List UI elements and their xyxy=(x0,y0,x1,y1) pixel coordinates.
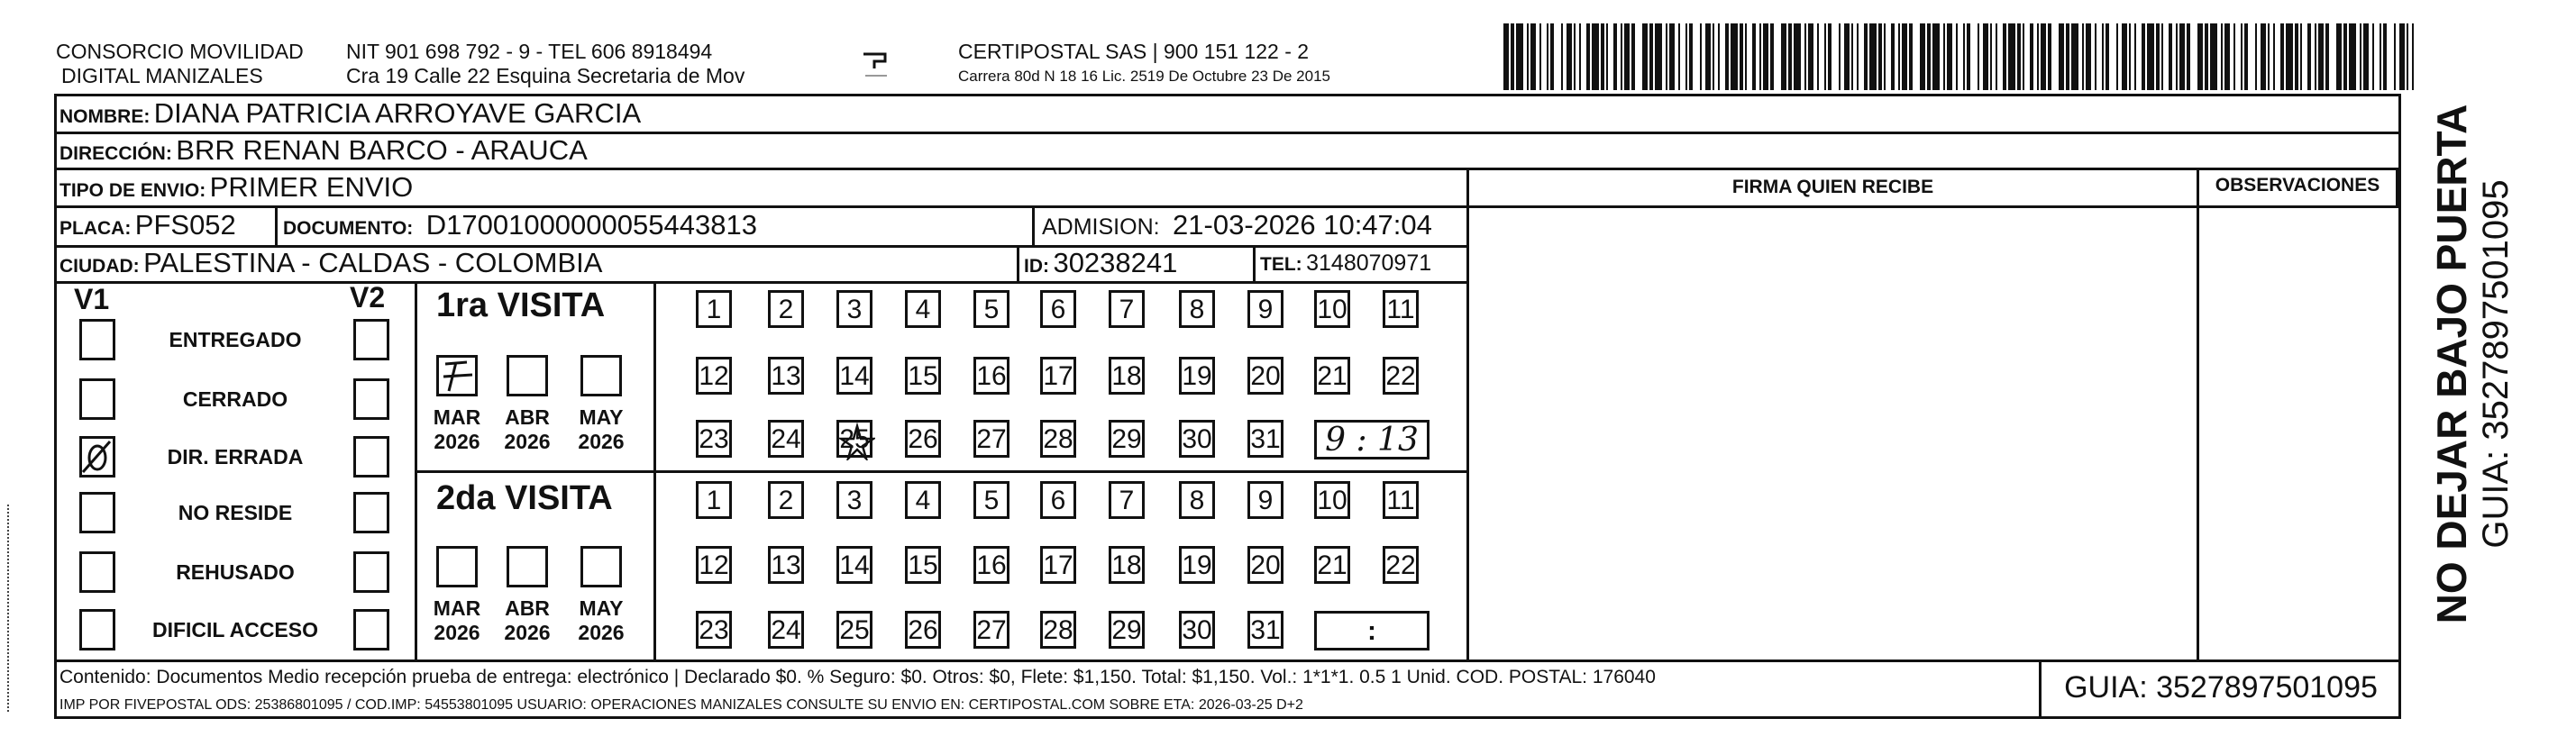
day-number: 16 xyxy=(976,550,1007,580)
day-box[interactable] xyxy=(1040,420,1076,458)
day-number: 25 xyxy=(839,615,870,645)
day-box[interactable] xyxy=(768,290,804,328)
month-checkbox[interactable] xyxy=(580,546,622,587)
document-value: D17001000000055443813 xyxy=(425,209,757,241)
day-number: 8 xyxy=(1189,295,1205,324)
day-number: 29 xyxy=(1111,615,1142,645)
status-option-label: ENTREGADO xyxy=(169,328,302,351)
side-text xyxy=(2407,94,2569,634)
day-box[interactable] xyxy=(1109,290,1145,328)
day-number: 7 xyxy=(1119,486,1135,515)
day-box[interactable] xyxy=(1179,611,1215,649)
month-checkbox[interactable] xyxy=(507,355,548,396)
status-option-label: DIFICIL ACCESO xyxy=(151,618,318,641)
v2-checkbox[interactable] xyxy=(353,436,389,478)
print-line: IMP POR FIVEPOSTAL ODS: 25386801095 / COD.IMP: 54553801095 USUARIO: OPERACIONES MANIZALES CONSULTE SU ENVIO EN: CERTIPOSTAL.COM SOBRE ETA: 2026-03-25 D+2 xyxy=(59,697,1303,713)
day-number: 14 xyxy=(839,361,870,391)
day-box[interactable] xyxy=(905,611,941,649)
v2-checkbox[interactable] xyxy=(353,609,389,650)
company-name xyxy=(56,40,304,88)
check-mark-icon xyxy=(79,436,115,478)
day-box[interactable] xyxy=(1247,357,1283,395)
month-label xyxy=(570,405,633,454)
day-number: 31 xyxy=(1250,424,1281,454)
side-guide: GUIA: 3527897501095 xyxy=(2476,179,2516,549)
day-number: 26 xyxy=(908,615,938,645)
day-box[interactable] xyxy=(696,611,732,649)
day-number: 24 xyxy=(771,424,801,454)
day-box[interactable] xyxy=(1314,357,1350,395)
address-row xyxy=(59,134,588,167)
month-label xyxy=(496,405,559,454)
day-number: 12 xyxy=(699,361,729,391)
document-cell xyxy=(283,209,757,241)
day-box[interactable] xyxy=(696,420,732,458)
day-box[interactable] xyxy=(1179,357,1215,395)
day-box[interactable] xyxy=(1040,611,1076,649)
visit2-title: 2da VISITA xyxy=(436,479,613,517)
day-box[interactable] xyxy=(1109,420,1145,458)
day-number: 5 xyxy=(983,486,1000,515)
day-number: 9 xyxy=(1257,486,1274,515)
v2-checkbox[interactable] xyxy=(353,378,389,420)
day-box[interactable] xyxy=(1247,546,1283,584)
v1-checkbox[interactable] xyxy=(79,609,115,650)
city-cell xyxy=(59,247,602,279)
check-mark-icon xyxy=(436,355,478,396)
day-number: 5 xyxy=(983,295,1000,324)
month-name: MAY xyxy=(579,405,624,429)
day-box[interactable] xyxy=(973,290,1009,328)
visit1-time-box xyxy=(1314,420,1430,459)
city-value: PALESTINA - CALDAS - COLOMBIA xyxy=(143,247,603,278)
admission-value: 21-03-2026 10:47:04 xyxy=(1173,209,1432,241)
day-number: 23 xyxy=(699,424,729,454)
day-box[interactable] xyxy=(696,481,732,519)
day-box[interactable] xyxy=(973,481,1009,519)
status-option-label: NO RESIDE xyxy=(178,501,293,524)
day-box[interactable] xyxy=(1314,481,1350,519)
v1-checkbox[interactable] xyxy=(79,436,115,478)
month-label xyxy=(496,596,559,645)
month-label xyxy=(425,596,489,645)
month-label xyxy=(570,596,633,645)
barcode xyxy=(1503,23,2417,90)
send-type-row xyxy=(59,171,413,204)
company-info xyxy=(346,40,744,88)
day-box[interactable] xyxy=(973,420,1009,458)
send-type: PRIMER ENVIO xyxy=(209,171,414,203)
day-number: 1 xyxy=(706,295,722,324)
company-line-2: DIGITAL MANIZALES xyxy=(61,64,263,87)
day-box[interactable] xyxy=(1247,611,1283,649)
day-box[interactable] xyxy=(905,481,941,519)
day-box[interactable] xyxy=(1383,546,1419,584)
v2-checkbox[interactable] xyxy=(353,551,389,593)
day-number: 13 xyxy=(771,361,801,391)
day-box[interactable] xyxy=(836,357,872,395)
day-box[interactable] xyxy=(1040,357,1076,395)
day-number: 29 xyxy=(1111,424,1142,454)
status-option-label: DIR. ERRADA xyxy=(167,445,304,468)
day-box[interactable] xyxy=(905,290,941,328)
send-type-label: TIPO DE ENVIO: xyxy=(59,180,206,201)
day-box[interactable] xyxy=(836,481,872,519)
day-box[interactable] xyxy=(768,546,804,584)
day-box[interactable] xyxy=(1247,481,1283,519)
day-number: 11 xyxy=(1386,295,1415,324)
day-number: 14 xyxy=(839,550,870,580)
day-box[interactable] xyxy=(1109,611,1145,649)
month-checkbox[interactable] xyxy=(436,546,478,587)
tel-cell xyxy=(1260,250,1431,277)
tel-label: TEL: xyxy=(1260,254,1302,275)
day-number: 11 xyxy=(1386,486,1415,515)
day-box[interactable] xyxy=(696,290,732,328)
admission-label: ADMISION: xyxy=(1042,214,1160,240)
id-cell xyxy=(1024,247,1177,279)
month-year: 2026 xyxy=(578,621,625,644)
day-number: 21 xyxy=(1317,361,1347,391)
day-box[interactable] xyxy=(905,420,941,458)
day-box[interactable] xyxy=(973,546,1009,584)
day-number: 13 xyxy=(771,550,801,580)
day-box[interactable] xyxy=(1247,420,1283,458)
v1-checkbox[interactable] xyxy=(79,551,115,593)
nit-line: NIT 901 698 792 - 9 - TEL 606 8918494 xyxy=(346,40,713,63)
day-box[interactable] xyxy=(768,420,804,458)
day-number: 2 xyxy=(778,486,794,515)
day-box[interactable] xyxy=(973,611,1009,649)
status-option-label: REHUSADO xyxy=(176,560,295,584)
day-box[interactable] xyxy=(768,611,804,649)
day-number: 6 xyxy=(1050,486,1066,515)
star-mark-icon xyxy=(839,423,875,469)
name-row xyxy=(59,97,641,130)
day-number: 20 xyxy=(1250,361,1281,391)
visit2-time-box xyxy=(1314,611,1430,650)
v1-checkbox[interactable] xyxy=(79,492,115,533)
day-number: 16 xyxy=(976,361,1007,391)
visit1-time: 9 : 13 xyxy=(1325,422,1419,459)
day-number: 24 xyxy=(771,615,801,645)
month-checkbox[interactable] xyxy=(580,355,622,396)
day-box[interactable] xyxy=(1040,481,1076,519)
visit1-title: 1ra VISITA xyxy=(436,287,606,324)
day-box[interactable] xyxy=(1314,290,1350,328)
document-label: DOCUMENTO: xyxy=(283,218,414,239)
day-box[interactable] xyxy=(696,546,732,584)
day-number: 17 xyxy=(1043,550,1073,580)
id-label: ID: xyxy=(1024,256,1049,277)
day-number: 9 xyxy=(1257,295,1274,324)
recipient-address: BRR RENAN BARCO - ARAUCA xyxy=(176,134,588,166)
day-box[interactable] xyxy=(1040,546,1076,584)
day-number: 7 xyxy=(1119,295,1135,324)
day-box[interactable] xyxy=(905,357,941,395)
carrier-line-2: Carrera 80d N 18 16 Lic. 2519 De Octubre 23 De 2015 xyxy=(958,68,1330,85)
day-box[interactable] xyxy=(696,357,732,395)
day-number: 20 xyxy=(1250,550,1281,580)
day-number: 15 xyxy=(908,550,938,580)
day-number: 30 xyxy=(1182,615,1212,645)
carrier-line-1: CERTIPOSTAL SAS | 900 151 122 - 2 xyxy=(958,40,1310,63)
day-number: 22 xyxy=(1385,361,1416,391)
day-number: 10 xyxy=(1317,486,1347,515)
day-number: 23 xyxy=(699,615,729,645)
day-box[interactable] xyxy=(1109,357,1145,395)
plate-cell xyxy=(59,209,236,241)
day-box[interactable] xyxy=(1179,546,1215,584)
month-year: 2026 xyxy=(504,621,551,644)
day-number: 6 xyxy=(1050,295,1066,324)
footer-guide: GUIA: 3527897501095 xyxy=(2064,670,2378,705)
day-number: 3 xyxy=(846,486,863,515)
day-box[interactable] xyxy=(905,546,941,584)
day-number: 27 xyxy=(976,424,1007,454)
day-box[interactable] xyxy=(1383,357,1419,395)
month-checkbox[interactable] xyxy=(507,546,548,587)
day-number: 15 xyxy=(908,361,938,391)
month-year: 2026 xyxy=(434,430,480,453)
v1-label: V1 xyxy=(74,283,110,315)
v2-label: V2 xyxy=(350,281,386,314)
day-box[interactable] xyxy=(1179,290,1215,328)
day-box[interactable] xyxy=(836,420,872,458)
day-box[interactable] xyxy=(1383,290,1419,328)
address-label: DIRECCIÓN: xyxy=(59,143,172,164)
day-box[interactable] xyxy=(1040,290,1076,328)
v1-checkbox[interactable] xyxy=(79,378,115,420)
day-box[interactable] xyxy=(768,481,804,519)
v1-checkbox[interactable] xyxy=(79,319,115,360)
month-name: MAR xyxy=(433,596,481,620)
month-year: 2026 xyxy=(504,430,551,453)
month-label xyxy=(425,405,489,454)
city-label: CIUDAD: xyxy=(59,256,140,277)
day-box[interactable] xyxy=(1383,481,1419,519)
day-number: 4 xyxy=(915,295,931,324)
v2-checkbox[interactable] xyxy=(353,492,389,533)
day-box[interactable] xyxy=(836,290,872,328)
day-number: 18 xyxy=(1111,550,1142,580)
day-box[interactable] xyxy=(973,357,1009,395)
day-number: 4 xyxy=(915,486,931,515)
admission-cell xyxy=(1042,209,1432,241)
day-number: 18 xyxy=(1111,361,1142,391)
name-label: NOMBRE: xyxy=(59,106,151,127)
day-number: 10 xyxy=(1317,295,1347,324)
month-name: MAR xyxy=(433,405,481,429)
content-line: Contenido: Documentos Medio recepción prueba de entrega: electrónico | Declarado $0. % Seguro: $0. Otros: $0, Flete: $1,150. Total: $1,150. Vol.: 1*1*1. 0.5 1 Unid. COD. POSTAL: 176040 xyxy=(59,667,1656,687)
company-line-1: CONSORCIO MOVILIDAD xyxy=(56,40,304,63)
day-number: 30 xyxy=(1182,424,1212,454)
carrier-info xyxy=(958,40,1330,86)
month-name: ABR xyxy=(505,405,550,429)
day-number: 17 xyxy=(1043,361,1073,391)
day-number: 28 xyxy=(1043,615,1073,645)
day-number: 1 xyxy=(706,486,722,515)
address-line: Cra 19 Calle 22 Esquina Secretaria de Mov xyxy=(346,64,745,87)
month-year: 2026 xyxy=(434,621,480,644)
day-box[interactable] xyxy=(836,611,872,649)
day-box[interactable] xyxy=(1314,546,1350,584)
no-dejar-warning: NO DEJAR BAJO PUERTA xyxy=(2428,104,2475,624)
day-number: 2 xyxy=(778,295,794,324)
day-number: 25 xyxy=(839,424,870,454)
day-number: 19 xyxy=(1182,361,1212,391)
day-box[interactable] xyxy=(1109,481,1145,519)
v2-checkbox[interactable] xyxy=(353,319,389,360)
day-box[interactable] xyxy=(1179,481,1215,519)
id-value: 30238241 xyxy=(1053,247,1178,278)
logo-icon xyxy=(858,43,894,79)
signature-header: FIRMA QUIEN RECIBE xyxy=(1731,177,1934,197)
day-number: 3 xyxy=(846,295,863,324)
month-name: ABR xyxy=(505,596,550,620)
day-number: 12 xyxy=(699,550,729,580)
day-number: 28 xyxy=(1043,424,1073,454)
day-box[interactable] xyxy=(1109,546,1145,584)
day-number: 27 xyxy=(976,615,1007,645)
day-box[interactable] xyxy=(768,357,804,395)
day-box[interactable] xyxy=(836,546,872,584)
month-name: MAY xyxy=(579,596,624,620)
status-option-label: CERRADO xyxy=(182,387,288,411)
day-number: 26 xyxy=(908,424,938,454)
month-year: 2026 xyxy=(578,430,625,453)
month-checkbox[interactable] xyxy=(436,355,478,396)
scan-edge xyxy=(7,505,13,712)
plate-label: PLACA: xyxy=(59,218,132,239)
day-number: 21 xyxy=(1317,550,1347,580)
day-number: 22 xyxy=(1385,550,1416,580)
day-box[interactable] xyxy=(1179,420,1215,458)
visit2-time: : xyxy=(1367,616,1376,646)
day-number: 31 xyxy=(1250,615,1281,645)
day-number: 19 xyxy=(1182,550,1212,580)
recipient-name: DIANA PATRICIA ARROYAVE GARCIA xyxy=(153,97,642,129)
day-number: 8 xyxy=(1189,486,1205,515)
tel-value: 3148070971 xyxy=(1306,250,1432,276)
day-box[interactable] xyxy=(1247,290,1283,328)
plate-value: PFS052 xyxy=(134,209,236,241)
observations-header: OBSERVACIONES xyxy=(2215,175,2380,196)
